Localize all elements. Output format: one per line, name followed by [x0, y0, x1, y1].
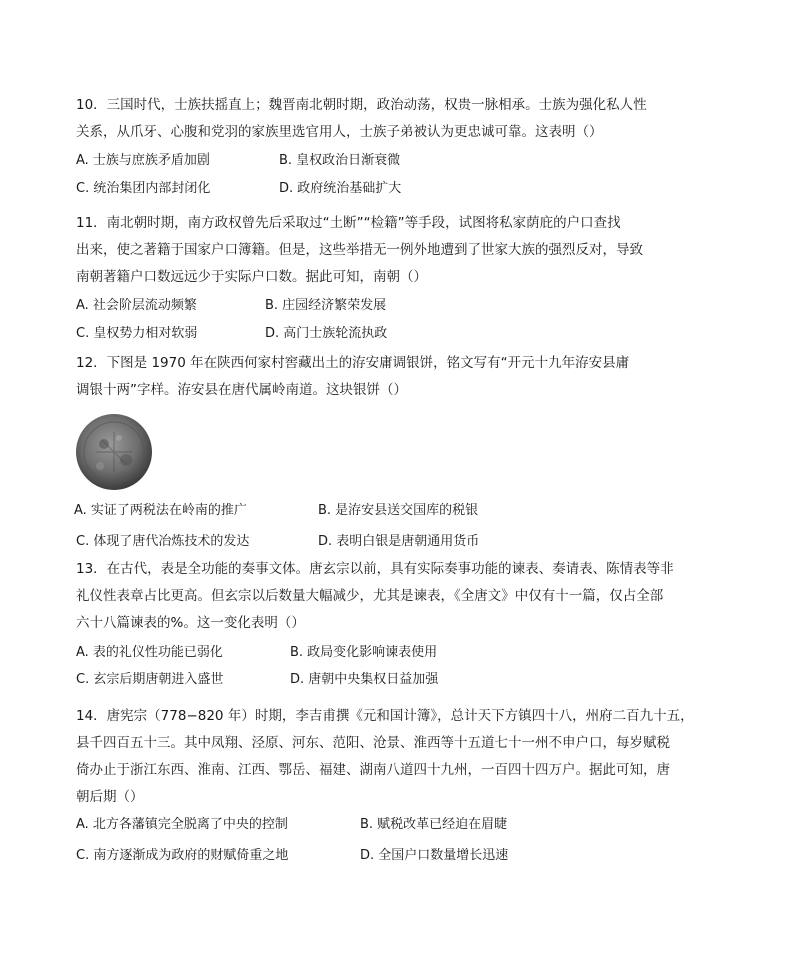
question-13-option-a: A. 表的礼仪性功能已弱化 [76, 645, 223, 660]
question-12-option-d: D. 表明白银是唐朝通用货币 [318, 534, 480, 549]
question-11-option-a: A. 社会阶层流动频繁 [76, 298, 197, 313]
question-13-option-d: D. 唐朝中央集权日益加强 [290, 672, 439, 687]
question-14-line-3: 倚办止于浙江东西、淮南、江西、鄂岳、福建、湖南八道四十九州，一百四十四万户。据此可知，唐 [76, 762, 670, 778]
question-13-line-2: 礼仪性表章占比更高。但玄宗以后数量大幅减少，尤其是谏表，《全唐文》中仅有十一篇，仅占全部 [76, 588, 664, 604]
question-14-option-d: D. 全国户口数量增长迅速 [360, 848, 509, 863]
question-14-line-2: 县千四百五十三。其中凤翔、泾原、河东、范阳、沧景、淮西等十五道七十一州不申户口，每岁赋税 [76, 735, 670, 751]
question-12-option-a: A. 实证了两税法在岭南的推广 [74, 503, 247, 518]
question-10-option-b: B. 皇权政治日渐衰微 [279, 153, 401, 168]
question-14-line-1: 14．唐宪宗（778−820 年）时期，李吉甫撰《元和国计簿》，总计天下方镇四十八，州府二百九十五， [76, 708, 694, 724]
question-13-option-c: C. 玄宗后期唐朝进入盛世 [76, 672, 224, 687]
question-12-line-1: 12．下图是 1970 年在陕西何家村窖藏出土的洊安庸调银饼，铭文写有“开元十九年洊安县庸 [76, 355, 630, 371]
question-11-option-d: D. 高门士族轮流执政 [265, 326, 388, 341]
question-14-option-a: A. 北方各藩镇完全脱离了中央的控制 [76, 817, 288, 832]
question-14-line-4: 朝后期（） [76, 789, 144, 805]
question-13-line-1: 13．在古代，表是全功能的奏事文体。唐玄宗以前，具有实际奏事功能的谏表、奏请表、陈情表等非 [76, 561, 674, 577]
question-11-line-3: 南朝著籍户口数远远少于实际户口数。据此可知，南朝（） [76, 269, 427, 285]
question-11-line-1: 11．南北朝时期，南方政权曾先后采取过“土断”“检籍”等手段，试图将私家荫庇的户口查找 [76, 215, 621, 231]
question-12-option-c: C. 体现了唐代冶炼技术的发达 [76, 534, 250, 549]
question-10-option-a: A. 士族与庶族矛盾加剧 [76, 153, 210, 168]
question-10-line-1: 10．三国时代，士族扶摇直上；魏晋南北朝时期，政治动荡，权贵一脉相承。士族为强化私人性 [76, 97, 647, 113]
question-13-line-3: 六十八篇谏表的%。这一变化表明（） [76, 615, 305, 631]
question-11-option-b: B. 庄园经济繁荣发展 [265, 298, 387, 313]
silver-cake-icon [74, 412, 154, 492]
question-12-option-b: B. 是洊安县送交国库的税银 [318, 503, 479, 518]
question-10-option-c: C. 统治集团内部封闭化 [76, 181, 211, 196]
question-14-option-b: B. 赋税改革已经迫在眉睫 [360, 817, 508, 832]
question-14-option-c: C. 南方逐渐成为政府的财赋倚重之地 [76, 848, 289, 863]
question-10-line-2: 关系，从爪牙、心腹和党羽的家族里选官用人，士族子弟被认为更忠诚可靠。这表明（） [76, 124, 603, 140]
question-10-option-d: D. 政府统治基础扩大 [279, 181, 402, 196]
question-13-option-b: B. 政局变化影响谏表使用 [290, 645, 438, 660]
question-12-line-2: 调银十两”字样。洊安县在唐代属岭南道。这块银饼（） [76, 382, 407, 398]
question-11-line-2: 出来，使之著籍于国家户口簿籍。但是，这些举措无一例外地遭到了世家大族的强烈反对，导致 [76, 242, 643, 258]
question-11-option-c: C. 皇权势力相对软弱 [76, 326, 198, 341]
